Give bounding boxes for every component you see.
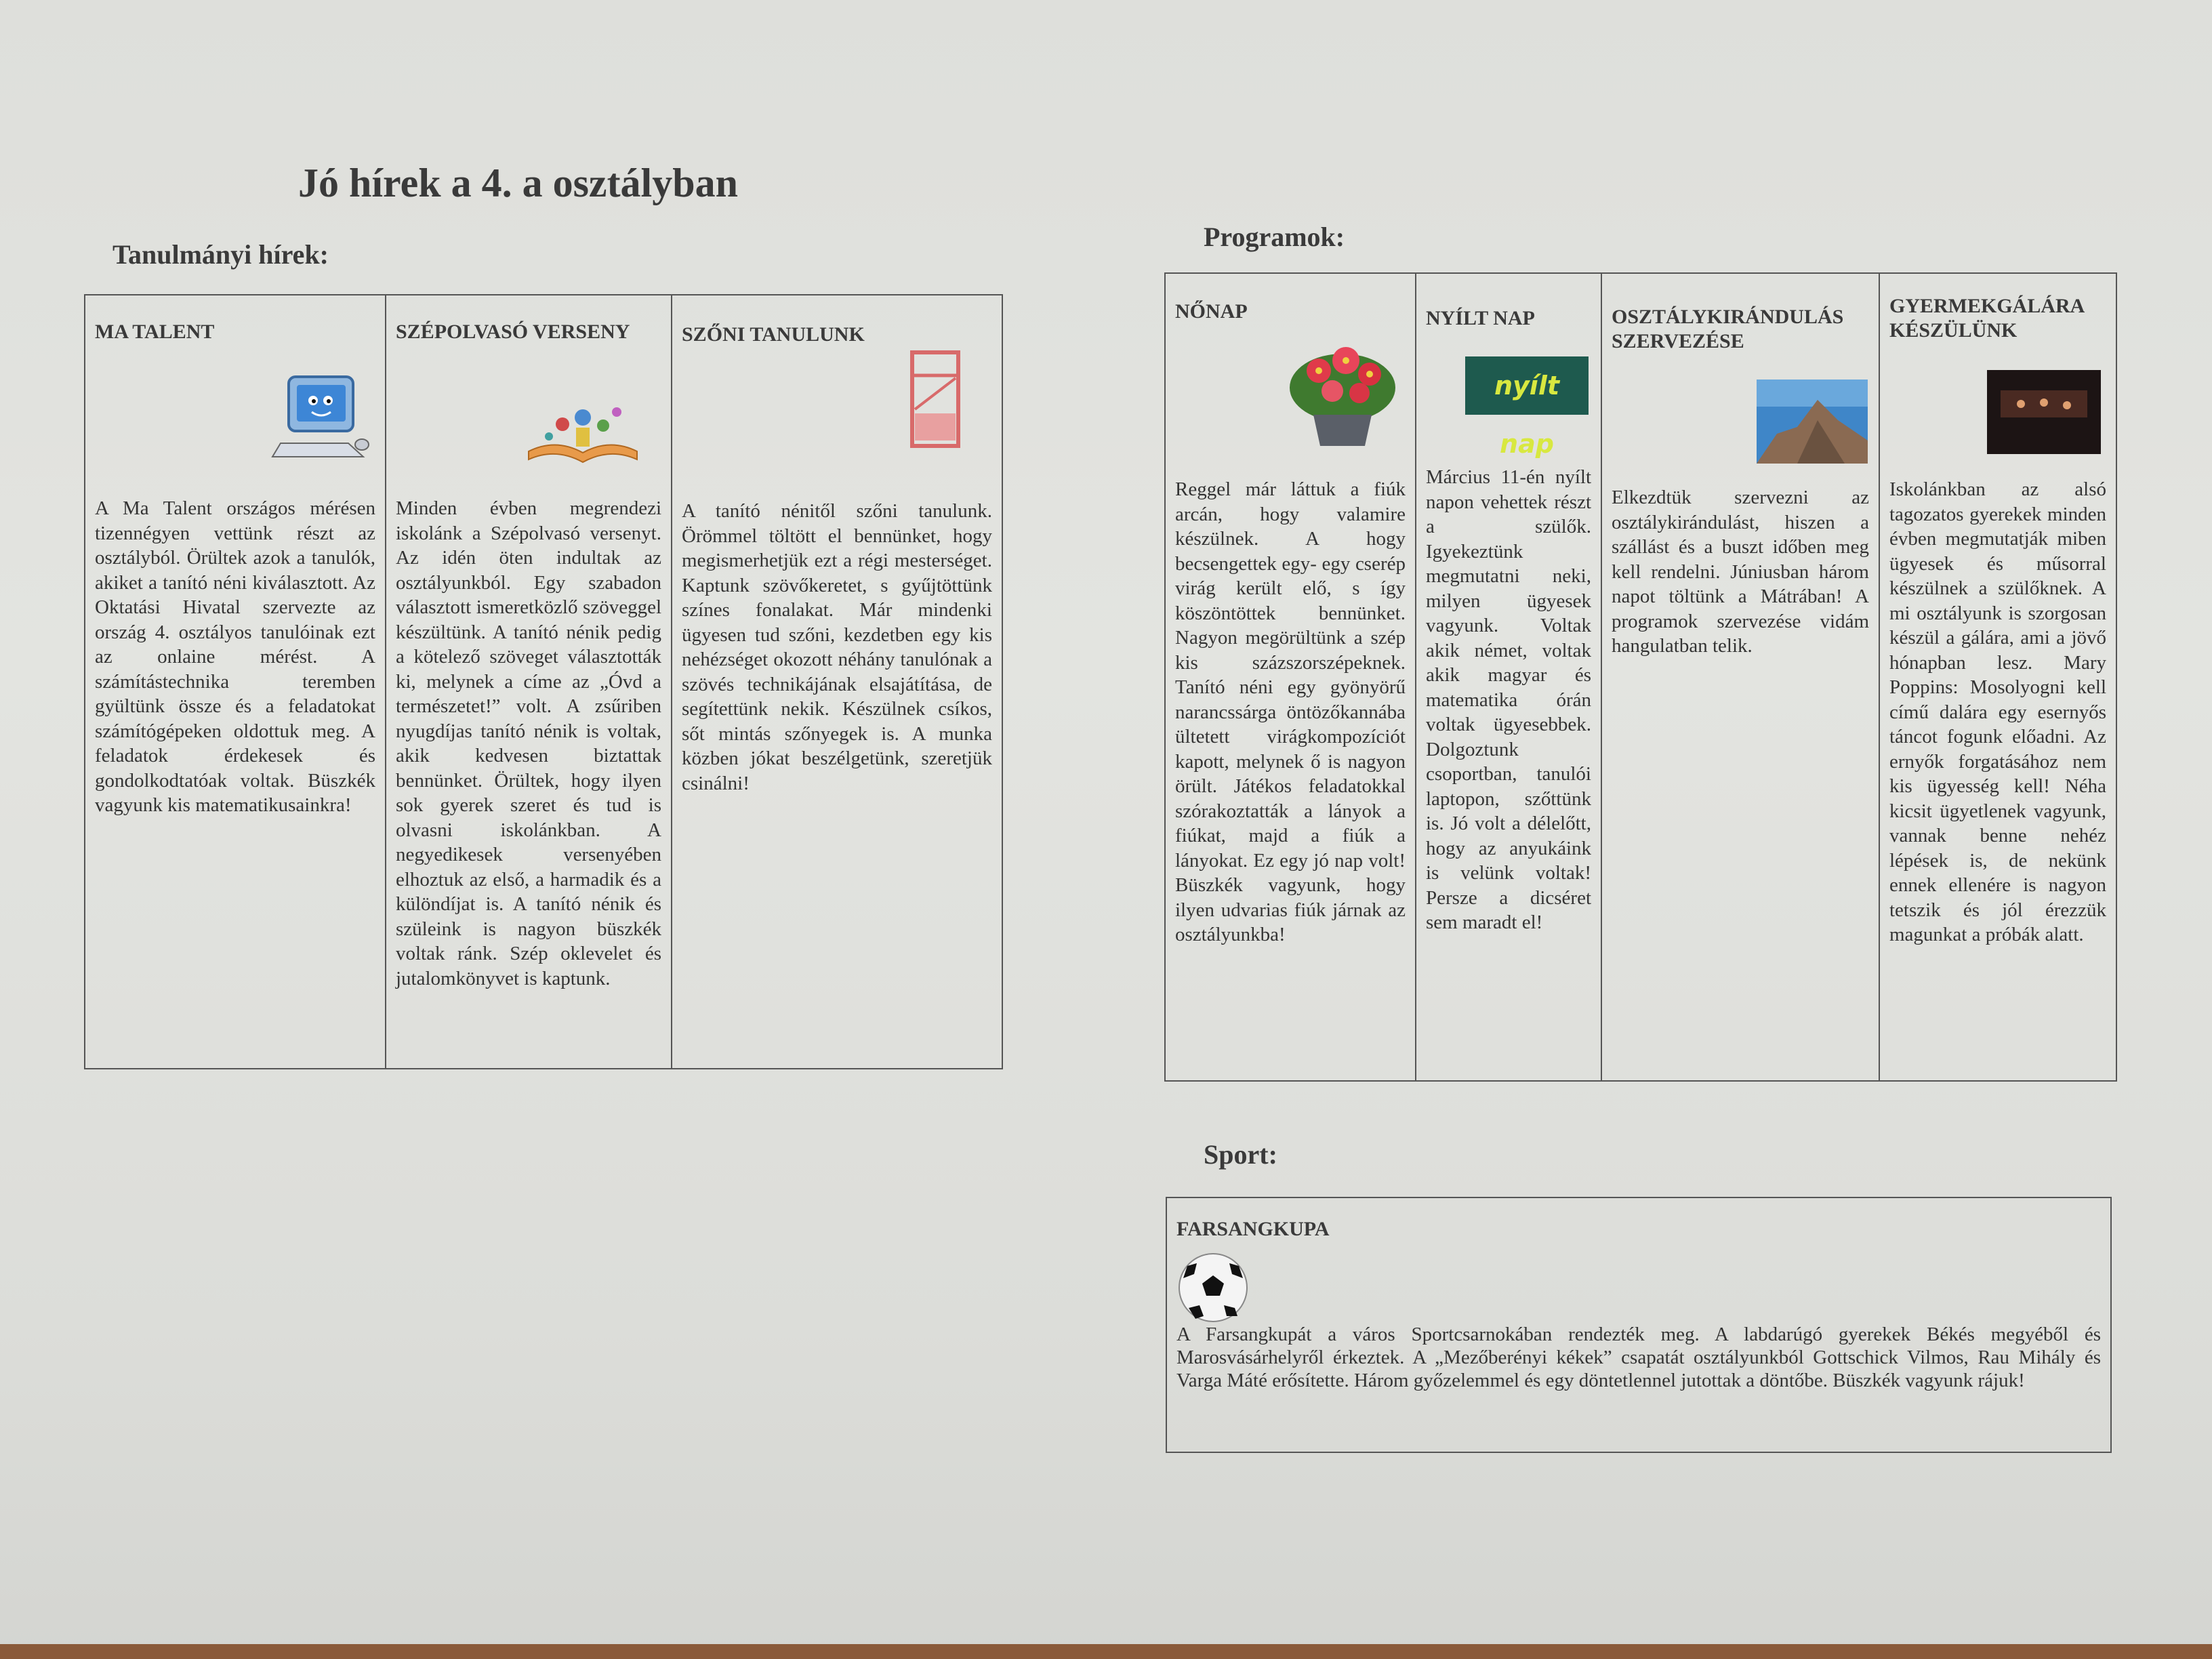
- sport-box: [1166, 1197, 2112, 1453]
- open-book-icon: [522, 397, 644, 465]
- soccer-ball-icon: [1176, 1251, 1250, 1324]
- column-header: NYÍLT NAP: [1426, 307, 1535, 329]
- sport-header: FARSANGKUPA: [1176, 1218, 1330, 1240]
- column-header: NŐNAP: [1175, 300, 1248, 323]
- column-body: A tanító nénitől szőni tanulunk. Örömmel töltött el bennünket, hogy megismerhetjük ezt a régi mesterséget. Kaptunk szövőkeretet, s gyűjtöttünk színes fonalakat. Már mindenki ügyesen tud szőni, kezdetben egy kis nehézséget okozott néhány tanulónak a szövés technikájának elsajátítása, de segítettünk nekik. Készülnek csíkos, sőt mintás szőnyegek is. A munka közben jókat beszélgetünk, szeretjük csinálni!: [682, 500, 992, 794]
- academic-column-szepolvaso: [386, 295, 672, 1069]
- mountain-photo: [1757, 380, 1868, 464]
- sport-body: A Farsangkupát a város Sportcsarnokában rendezték meg. A labdarúgó gyerekek Békés megyéből és Marosvásárhelyről érkeztek. A „Mezőberényi kékek” csapatát osztályunkból Gottschick Vilmos, Rau Mihály és Varga Máté erősítette. Három győzelemmel és egy döntetlennel jutottak a döntőbe. Büszkék vagyunk rájuk!: [1176, 1324, 2101, 1391]
- column-header: SZÉPOLVASÓ VERSENY: [396, 321, 630, 343]
- program-column-nonap: [1165, 273, 1416, 1081]
- column-body: Elkezdtük szervezni az osztálykirándulást, hiszen a szállást és a buszt időben meg kell rendelni. Júniusban három napot töltünk a Mátrában! A programok szervezése vidám hangulatban telik.: [1612, 487, 1869, 657]
- column-body: Reggel már láttuk a fiúk arcán, hogy valamire készülnek. A hogy becsengettek egy- egy cserép virág került elő, s így köszöntöttek bennünket. Nagyon megörültünk a szép kis százszorszépeknek. Tanító néni egy gyönyörű narancssárga öntözőkannába ültetett virágkompozíciót kapott, melynek ő is nagyon örült. Játékos feladatokkal szórakoztatták a lányok a fiúkat, majd a fiúk a lányokat. Ez egy jó nap volt! Büszkék vagyunk, hogy ilyen udvarias fiúk járnak az osztályunkba!: [1175, 478, 1406, 945]
- programs-table: [1164, 272, 2117, 1082]
- academic-column-szoni: [672, 295, 1002, 1069]
- loom-icon: [908, 348, 962, 450]
- column-body: Iskolánkban az alsó tagozatos gyerekek minden évben megmutatják miben ügyesek és műsorral készülnek a szülőknek. A mi osztályunk is szorgosan készül a gálára, ami a jövő hónapban lesz. Mary Poppins: Mosolyogni kell című dalára egy esernyős táncot fogunk előadni. Az ernyők forgatásához nem kis ügyesség kell! Néha kicsit ügyetlenek vagyunk, vannak benne nehéz lépések is, de nekünk ennek ellenére is nagyon tetszik és jól érezzük magunkat a próbák alatt.: [1889, 478, 2106, 945]
- page-title: Jó hírek a 4. a osztályban: [298, 161, 738, 205]
- academic-column-ma-talent: [85, 295, 386, 1069]
- academic-news-table: [84, 294, 1003, 1069]
- sport-heading: Sport:: [1204, 1139, 1277, 1170]
- program-column-osztalykirandulas: [1601, 273, 1879, 1081]
- column-header: SZŐNI TANULUNK: [682, 323, 865, 346]
- program-column-gyermekgala: [1879, 273, 2116, 1081]
- programs-heading: Programok:: [1204, 222, 1345, 252]
- nyilt-nap-banner: nyílt nap: [1465, 356, 1589, 415]
- column-body: Március 11-én nyílt napon vehettek részt a szülők. Igyekeztünk megmutatni neki, milyen ügyesek vagyunk. Voltak akik német, voltak akik magyar és matematika órán voltak ügyesebbek. Dolgoztunk csoportban, tanulói laptopon, szőttünk is. Jó volt a délelőtt, hogy az anyukáink is velünk voltak! Persze a dicséret sem maradt el!: [1426, 466, 1591, 933]
- academic-news-heading: Tanulmányi hírek:: [112, 239, 329, 270]
- column-header: OSZTÁLYKIRÁNDULÁS SZERVEZÉSE: [1612, 306, 1844, 352]
- column-header: MA TALENT: [95, 321, 215, 343]
- program-column-nyilt-nap: [1416, 273, 1601, 1081]
- column-header: GYERMEKGÁLÁRA KÉSZÜLÜNK: [1889, 295, 2084, 342]
- table-edge: [0, 1644, 2212, 1659]
- computer-icon: [268, 370, 370, 465]
- column-body: Minden évben megrendezi iskolánk a Szépolvasó versenyt. Az idén öten indultak az osztályunkból. Egy szabadon választott ismeretközlő szöveggel készültünk. A tanító nénik pedig a kötelező szöveget választották ki, melynek a címe az „Óvd a természetet!” volt. A zsűriben nyugdíjas tanító nénik is voltak, akik kedvesen biztattak bennünket. Örültek, hogy ilyen sok gyerek szeret és tud is olvasni iskolánkban. A negyedikesek versenyében elhoztuk az első, a harmadik és a különdíjat is. A tanító nénik és szüleink is nagyon büszkék voltak ránk. Szép oklevelet és jutalomkönyvet is kaptunk.: [396, 497, 661, 989]
- column-body: A Ma Talent országos mérésen tizennégyen vettünk részt az osztályból. Örültek azok a tanulók, akiket a tanító néni kiválasztott. Az Oktatási Hivatal szervezte az ország 4. osztályos tanulóinak ezt az onlaine mérést. A számítástechnika teremben gyültünk össze és a feladatokat számítógépeken oldottuk meg. A feladatok érdekesek és gondolkodtatóak voltak. Büszkék vagyunk kis matematikusainkra!: [95, 497, 375, 816]
- stage-photo: [1987, 370, 2101, 454]
- flower-pot-icon: [1285, 333, 1400, 449]
